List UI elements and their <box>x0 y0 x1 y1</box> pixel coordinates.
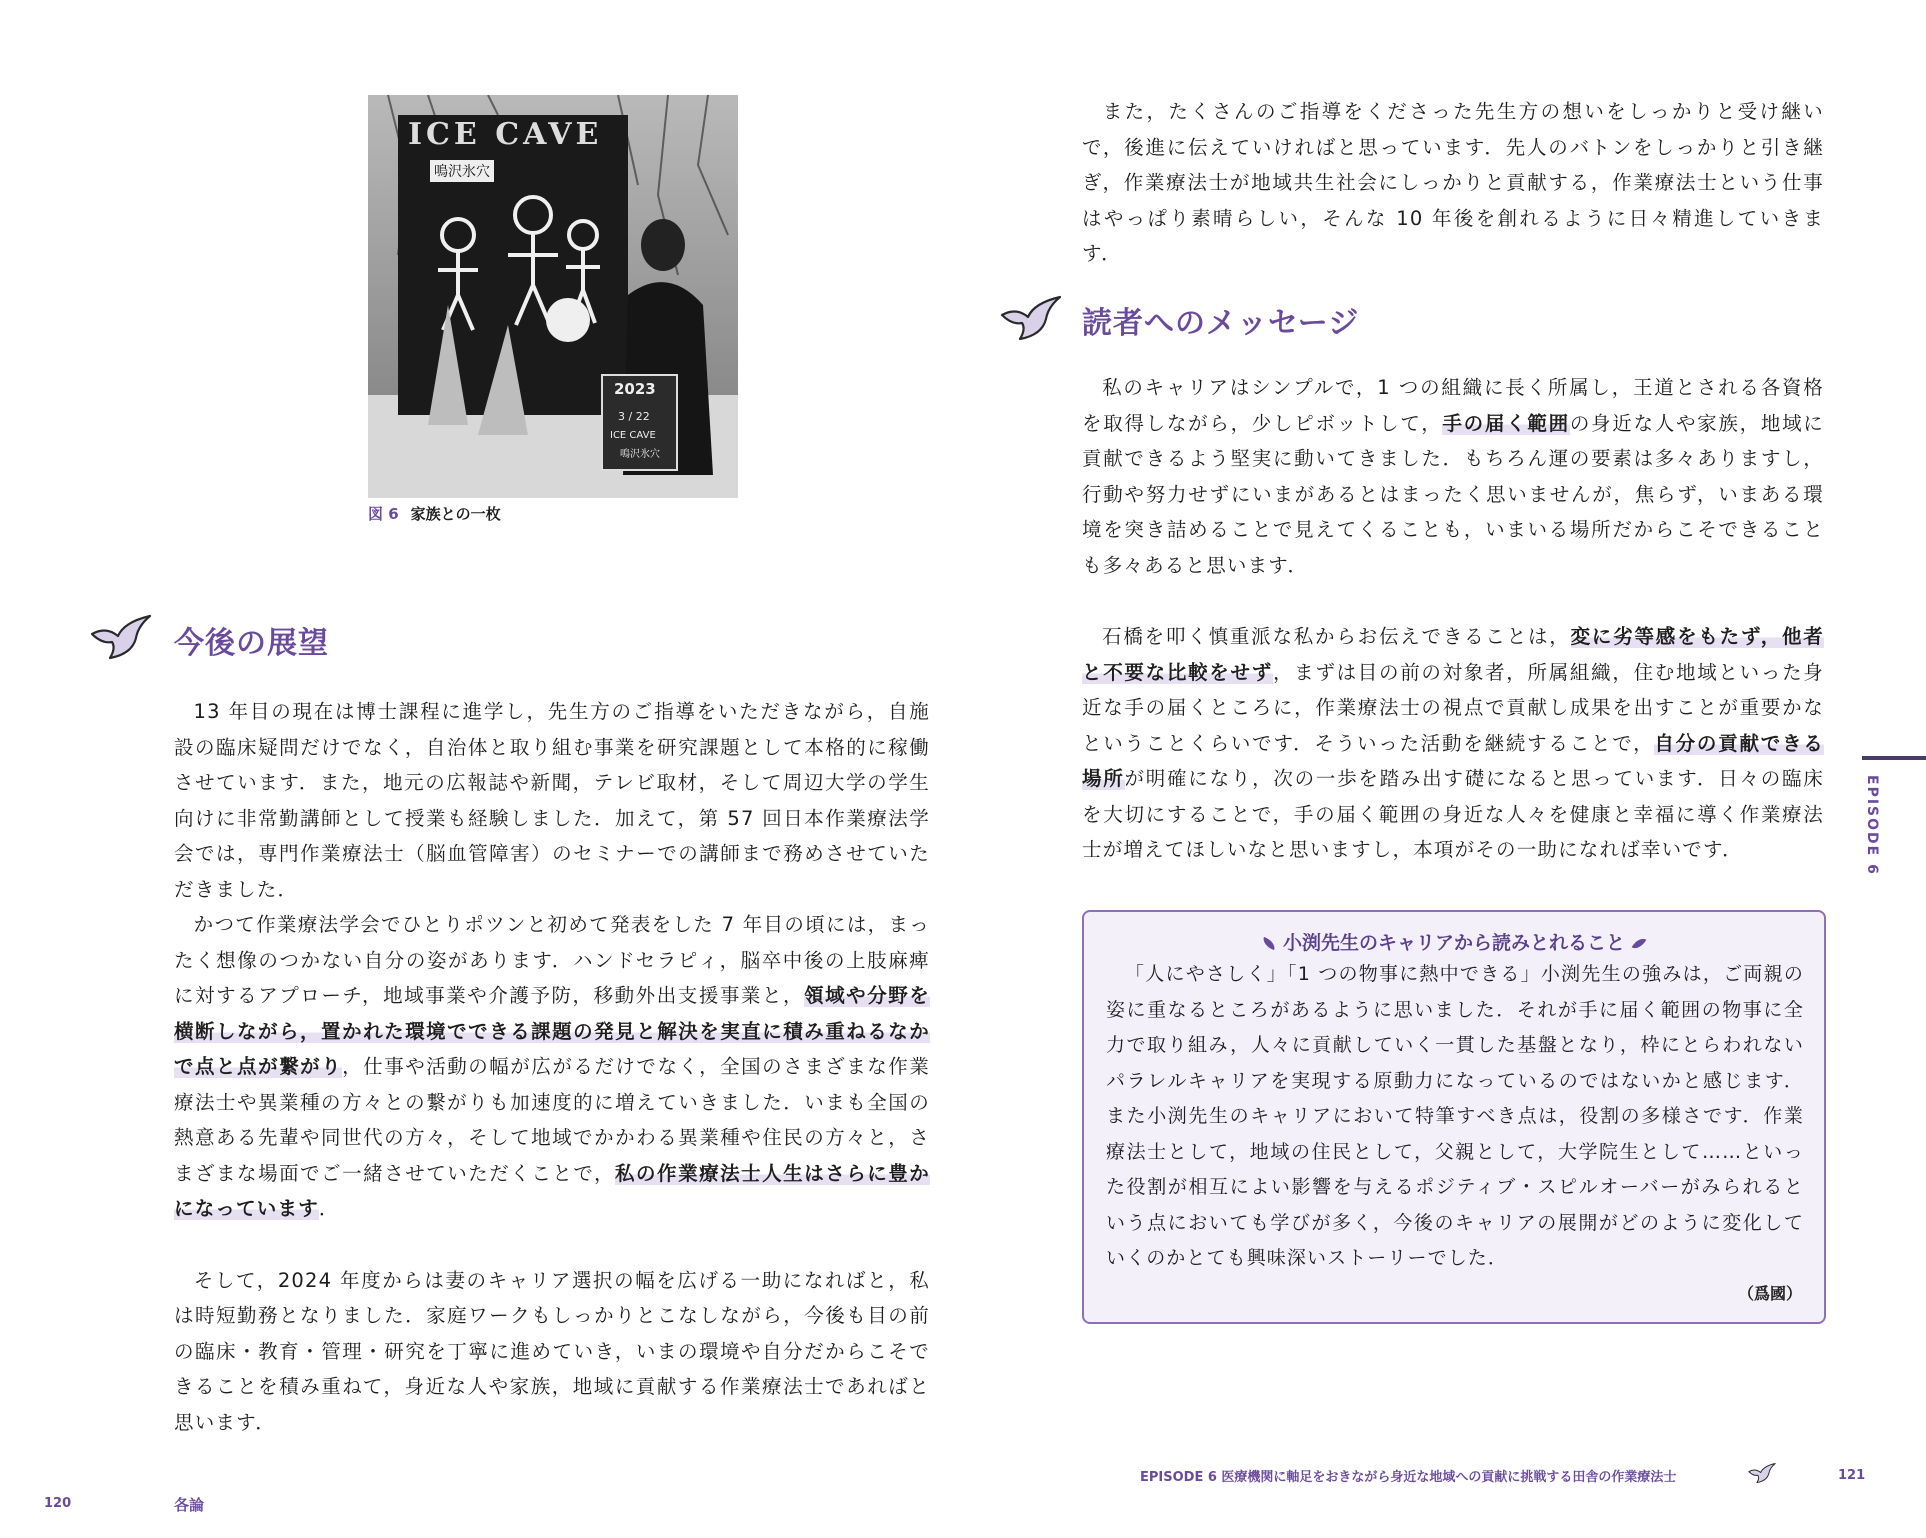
section-heading-message: 読者へのメッセージ <box>1082 306 1360 341</box>
commentary-title: 小渕先生のキャリアから読みとれること <box>1282 932 1625 954</box>
figure-caption <box>368 503 501 524</box>
paragraph-2-text-c: ． <box>318 1197 340 1220</box>
commentary-signature: （爲國） <box>1737 1283 1802 1303</box>
paragraph-advice-text-c: が明確になり，次の一歩を踏み出す礎になると思っています．日々の臨床を大切にすることで，手の届く範囲の身近な人々を健康と幸福に導く作業療法士が増えてほしいなと思いますし，本項がその一助になれば幸いです． <box>1082 767 1824 861</box>
highlight-contribution-place: 自分の貢献できる場所 <box>1082 731 1824 790</box>
paragraph-intro-text: また，たくさんのご指導をくださった先生方の想いをしっかりと受け継いで，後進に伝えていければと思っています．先人のバトンをしっかりと引き継ぎ，作業療法士が地域共生社会にしっかりと貢献する，作業療法士という仕事はやっぱり素晴らしい，そんな 10 年後を創れるように日々精進していきます． <box>1082 100 1824 265</box>
plate-name-2: 鳴沢氷穴 <box>620 449 660 460</box>
paragraph-career-text-b: の身近な人や家族，地域に貢献できるよう堅実に動いてきました．もちろん運の要素は多々ありますし，行動や努力せずにいまがあるとはまったく思いませんが，焦らず，いまある環境を突き詰めることで見えてくることも，いまいる場所だからこそできることも多々あると思います． <box>1082 411 1824 577</box>
bird-icon <box>1747 1461 1777 1485</box>
paragraph-career-text-a: 私のキャリアはシンプルで，1 つの組織に長く所属し，王道とされる各資格を取得しながら，少しピボットして， <box>1082 376 1824 435</box>
paragraph-2-text-a: かつて作業療法学会でひとりポツンと初めて発表をした 7 年目の頃には，まったく想像のつかない自分の姿があります．ハンドセラピィ，脳卒中後の上肢麻痺に対するアプローチ，地域事業や介護予防，移動外出支援事業と， <box>174 913 930 1007</box>
page-number-right: 121 <box>1838 1468 1866 1483</box>
plate-name-1: ICE CAVE <box>610 430 656 441</box>
left-body <box>174 694 930 1440</box>
commentary-text: 「人にやさしく」「1 つの物事に熱中できる」小渕先生の強みは，ご両親の姿に重なるところがあるように思いました．それが手に届く範囲の物事に全力で取り組み，人々に貢献していく一貫した基盤となり，枠にとらわれないパラレルキャリアを実現する原動力になっているのではないかと感じます．また小渕先生のキャリアにおいて特筆すべき点は，役割の多様さです．作業療法士として，地域の住民として，父親として，大学院生として……といった役割が相互によい影響を与えるポジティブ・スピルオーバーがみられるという点においても学びが多く，今後のキャリアの展開がどのように変化していくのかとても興味深いストーリーでした． <box>1106 963 1804 1269</box>
paragraph-1 <box>174 694 930 907</box>
paragraph-advice <box>1082 619 1824 868</box>
plate-date: 3 / 22 <box>618 410 650 423</box>
paragraph-career <box>1082 370 1824 583</box>
highlight-rich-life: 私の作業療法士人生はさらに豊かになっています <box>174 1161 930 1220</box>
plate-year: 2023 <box>614 380 656 398</box>
paragraph-2-text-b: ，仕事や活動の幅が広がるだけでなく，全国のさまざまな作業療法士や異業種の方々との繋がりも加速度的に増えていきました．いまも全国の熱意ある先輩や同世代の方々，そして地域でかかわる異業種や住民の方々と，さまざまな場面でご一緒させていただくことで， <box>174 1055 930 1185</box>
sign-text-sub: 鳴沢氷穴 <box>430 160 494 182</box>
sign-text-top: ICE CAVE <box>408 117 603 152</box>
footer-section-label: 各論 <box>174 1496 205 1514</box>
paragraph-1-text: 13 年目の現在は博士課程に進学し，先生方のご指導をいただきながら，自施設の臨床疑問だけでなく，自治体と取り組む事業を研究課題として本格的に稼働させています．また，地元の広報誌や新聞，テレビ取材，そして周辺大学の学生向けに非常勤講師として授業も経験しました．加えて，第 57 回日本作業療法学会では，専門作業療法士（脳血管障害）のセミナーでの講師まで務めさせていただきました． <box>174 700 930 901</box>
commentary-box <box>1082 910 1826 1324</box>
paragraph-2 <box>174 907 930 1227</box>
paragraph-advice-text-b: ，まずは目の前の対象者，所属組織，住む地域といった身近な手の届くところに，作業療法士の視点で貢献し成果を出すことが重要かなということくらいです．そういった活動を継続することで， <box>1082 660 1824 755</box>
section-heading-future: 今後の展望 <box>174 626 329 661</box>
highlight-cross-domain: 領域や分野を横断しながら，置かれた環境でできる課題の発見と解決を実直に積み重ねるなかで点と点が繋がり <box>174 984 930 1078</box>
footer-episode-title: EPISODE 6 医療機関に軸足をおきながら身近な地域への貢献に挑戦する田舎の作業療法士 <box>1140 1470 1677 1485</box>
figure-caption-text: 家族との一枚 <box>410 505 501 523</box>
commentary-title-row <box>1084 928 1824 955</box>
bird-icon <box>998 293 1064 343</box>
episode-side-label: EPISODE 6 <box>1864 775 1880 876</box>
leaf-icon <box>1261 937 1277 950</box>
family-photo <box>368 95 738 498</box>
paragraph-intro <box>1082 94 1824 272</box>
highlight-no-comparison: 変に劣等感をもたず，他者と不要な比較をせず <box>1082 625 1825 684</box>
bird-icon <box>88 612 154 662</box>
highlight-reach: 手の届く範囲 <box>1442 411 1570 435</box>
episode-tab-bar <box>1862 756 1926 760</box>
leaf-icon <box>1631 935 1646 952</box>
paragraph-advice-text-a: 石橋を叩く慎重派な私からお伝えできることは， <box>1101 625 1571 648</box>
paragraph-3-text: そして，2024 年度からは妻のキャリア選択の幅を広げる一助になればと，私は時短勤務となりました．家庭ワークもしっかりとこなしながら，今後も目の前の臨床・教育・管理・研究を丁寧に進めていき，いまの環境や自分だからこそできることを積み重ねて，身近な人や家族，地域に貢献する作業療法士であればと思います． <box>174 1268 930 1434</box>
figure-number: 図 6 <box>368 505 399 523</box>
right-intro <box>1082 94 1824 272</box>
right-body <box>1082 370 1824 868</box>
page-number-left: 120 <box>44 1496 72 1511</box>
photo-illustration <box>368 95 738 498</box>
paragraph-3 <box>174 1263 930 1441</box>
